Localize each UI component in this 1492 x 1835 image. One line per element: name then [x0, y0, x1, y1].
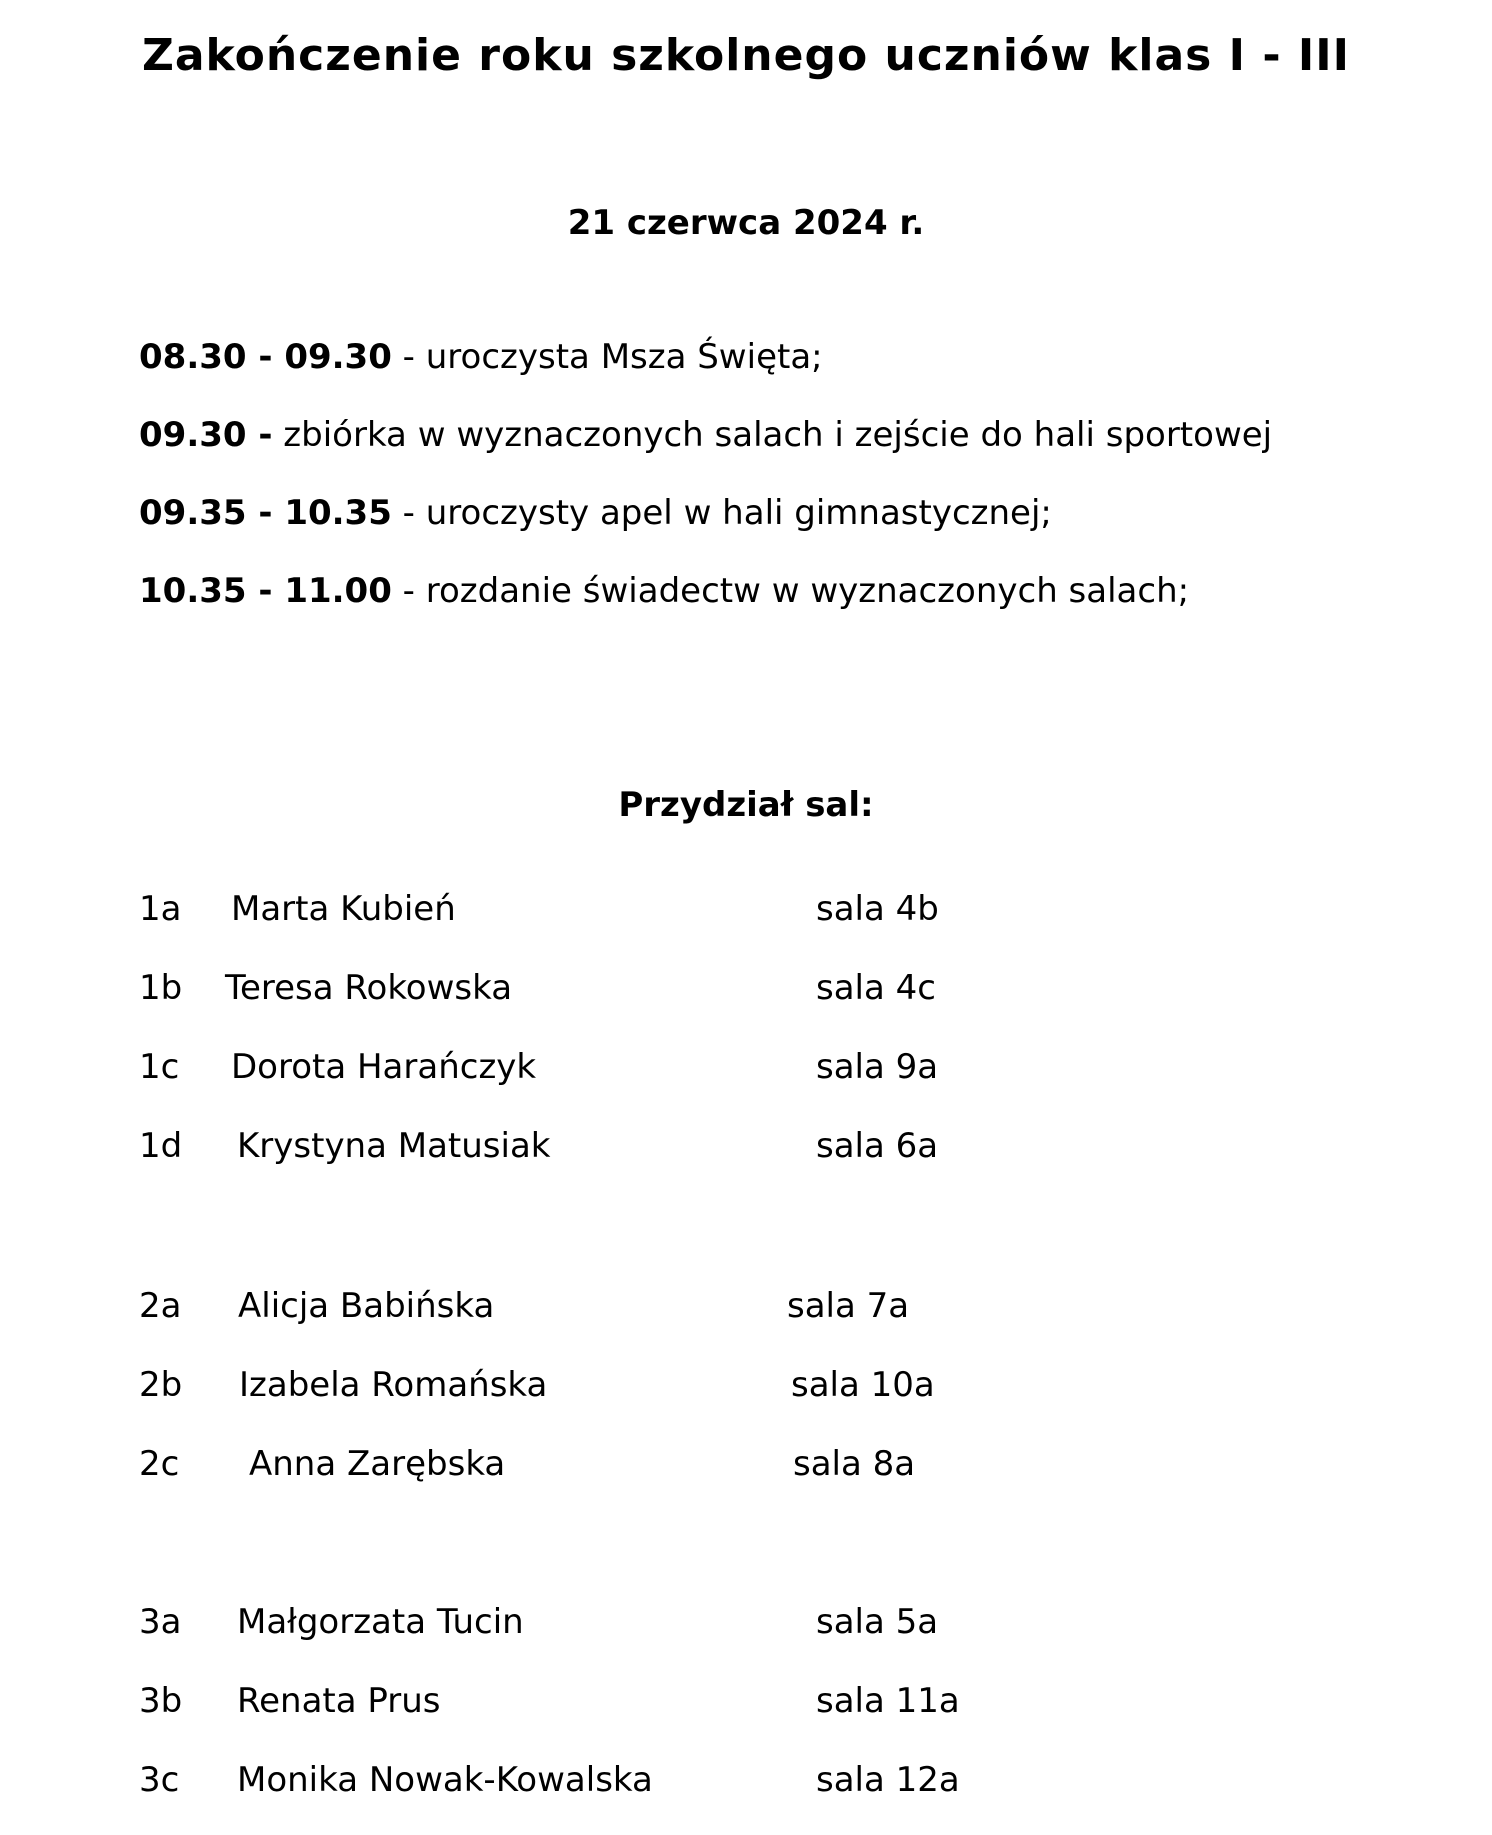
teacher-name: Teresa Rokowska	[225, 968, 513, 1008]
assignment-row	[139, 1122, 1339, 1201]
teacher-name: Anna Zarębska	[249, 1444, 506, 1484]
teacher-name: Krystyna Matusiak	[237, 1126, 551, 1166]
assignments-heading: Przydział sal:	[618, 785, 874, 825]
class-label: 3b	[139, 1681, 183, 1721]
teacher-name: Izabela Romańska	[239, 1365, 548, 1405]
class-label: 3a	[139, 1602, 182, 1642]
class-label: 1d	[139, 1126, 183, 1166]
class-label: 1b	[139, 968, 183, 1008]
class-label: 1a	[139, 889, 182, 929]
room-label: sala 4c	[816, 968, 936, 1008]
assignment-row	[139, 964, 1339, 1043]
room-label: sala 6a	[816, 1126, 939, 1166]
room-label: sala 12a	[816, 1760, 960, 1800]
teacher-name: Marta Kubień	[231, 889, 456, 929]
room-label: sala 10a	[791, 1365, 935, 1405]
assignment-row	[139, 1440, 1339, 1519]
class-label: 1c	[139, 1047, 180, 1087]
schedule-time: 08.30 - 09.30	[139, 337, 392, 377]
assignment-row	[139, 1756, 1339, 1835]
assignment-row	[139, 1361, 1339, 1440]
schedule-time: 09.35 - 10.35	[139, 493, 392, 533]
class-label: 2c	[139, 1444, 180, 1484]
assignment-row	[139, 885, 1339, 964]
assignment-group-grade-1	[139, 885, 1339, 1201]
room-label: sala 11a	[816, 1681, 960, 1721]
event-date: 21 czerwca 2024 r.	[567, 203, 925, 243]
assignment-row	[139, 1677, 1339, 1756]
schedule-description: - rozdanie świadectw w wyznaczonych salach;	[391, 571, 1190, 611]
teacher-name: Małgorzata Tucin	[237, 1602, 524, 1642]
assignment-row	[139, 1282, 1339, 1361]
assignment-group-grade-2	[139, 1282, 1339, 1519]
schedule-time: 09.30 -	[139, 415, 273, 455]
schedule-item	[139, 489, 1459, 567]
teacher-name: Dorota Harańczyk	[231, 1047, 537, 1087]
class-label: 2a	[139, 1286, 182, 1326]
schedule-description: - uroczysty apel w hali gimnastycznej;	[391, 493, 1052, 533]
room-label: sala 5a	[816, 1602, 939, 1642]
class-label: 2b	[139, 1365, 183, 1405]
teacher-name: Alicja Babińska	[238, 1286, 495, 1326]
room-label: sala 9a	[816, 1047, 939, 1087]
schedule-time: 10.35 - 11.00	[139, 571, 392, 611]
assignment-row	[139, 1043, 1339, 1122]
schedule-description: - uroczysta Msza Święta;	[391, 337, 823, 377]
assignment-group-grade-3	[139, 1598, 1339, 1835]
teacher-name: Renata Prus	[237, 1681, 441, 1721]
page-title: Zakończenie roku szkolnego uczniów klas I - III	[141, 30, 1351, 81]
schedule-description: zbiórka w wyznaczonych salach i zejście do hali sportowej	[272, 415, 1273, 455]
schedule-item	[139, 567, 1459, 645]
teacher-name: Monika Nowak-Kowalska	[237, 1760, 653, 1800]
schedule-item	[139, 333, 1459, 411]
schedule-item	[139, 411, 1459, 489]
schedule-list	[139, 333, 1459, 645]
assignment-row	[139, 1598, 1339, 1677]
room-label: sala 4b	[816, 889, 939, 929]
room-label: sala 7a	[787, 1286, 910, 1326]
class-label: 3c	[139, 1760, 180, 1800]
room-label: sala 8a	[793, 1444, 916, 1484]
